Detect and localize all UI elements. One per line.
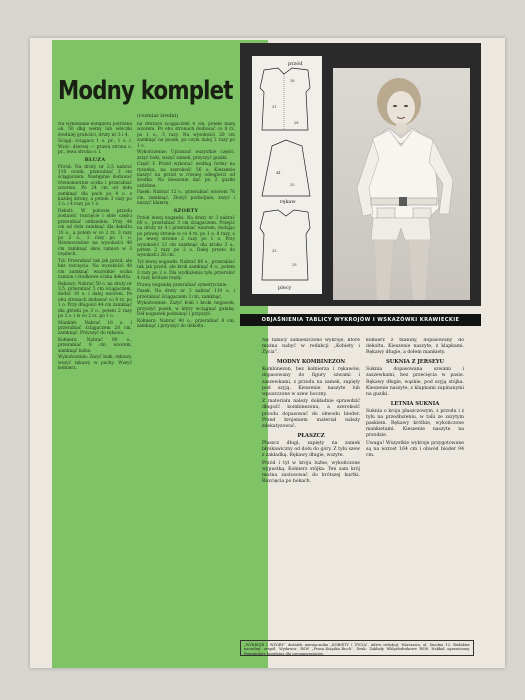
pattern-svg [252,56,322,294]
paragraph: Płaszcz długi, zapięty na zamek błyskawiczny od dołu do góry. Z tyłu szew z zakładką. Rękawy długie, wszyte. [262,440,360,459]
section-heading: SUKNIA Z JERSEYU [385,359,445,366]
paragraph: Pasek: Nabrać 12 o., przerabiać wzorem 76 cm, zamknąć. Złożyć podwójnie, zszyć i naszyć klamrę. [137,190,235,207]
svg-text:33: 33 [272,249,277,253]
model-photo [333,68,470,300]
section-heading: MODNY KOMBINEZON [276,359,346,366]
pattern-back [260,210,310,280]
paragraph: Wykończenie: Zszyć boki, rękawy, wszyć rękawy w pachy. Wszyć kołnierz. [58,355,132,372]
paragraph: Na wykonanie kompletu potrzeba ok. 50 dkg wełny lub włóczki średniej grubości, druty nr 3 i 4. [58,122,132,138]
paragraph: Pasek: Na druty nr 3 nabrać 110 o. i przerabiać ściągaczem 3 cm, zamknąć. [137,289,235,300]
section-heading: LETNIA SUKNIA [390,400,440,407]
instructions-column-2 [137,122,235,616]
svg-text:31: 31 [272,105,277,109]
section-heading: PŁASZCZ [297,432,325,439]
paragraph: Przód i tył w kroju luźne, wykończone wypustką. Kołnierz stójka. Ten sam krój można zastosować do krótszej kurtki. Rozcięcia po bokach. [262,460,360,484]
paragraph: Część I: Przód wykonać według formy na rysunku, na szerokość 56 o. Kieszenie naszyć na przód w równej odległości od środka. Na kieszenie dać po 2 guziki ozdobne. [137,162,235,189]
svg-text:28: 28 [294,121,299,125]
paragraph: Kołnierz: Nabrać 90 o., przerabiać 8 cm, zamknąć i przyszyć do dekoltu. [137,318,235,330]
publisher-footer: „WYKROJE I WZORY” dodatek miesięcznika „KOBIETY I ŻYCIA”. Adres redakcji: Warszawa, ul. Smolna 12. Redaktor naczelny: zespół. Wydawca: RSW „Prasa–Książka–Ruch”. Druk: Zakłady Wklęsłodrukowe RSW. Nakład ograniczony. Egzemplarz bezpłatny dla prenumeratorów. [240,640,474,656]
section-heading: SZORTY [173,207,199,214]
paragraph: Rękawy: Nabrać 50 o. na druty nr 3,5, przerabiać 5 cm ściągaczem, dodać 10 o. i dalej wzorem. Po obu stronach dodawać co 8 rz. po 1 o. Przy długości 44 cm zamknąć dla główki po 3 o., potem 2 razy po 2 o. i w co 2 rz. po 1 o. [58,281,132,320]
paragraph: Tył lewej nogawki: Nabrać 66 o., przerabiać tak jak przód, ale krok zamknąć 4 o., potem 3 razy po 2 o. Dla wydłużenia tyłu przerobić 4 razy krótsze rzędy. [137,260,235,282]
page-subtitle: (rozmiar średni) [137,113,179,119]
paragraph: kołnierz z tkaniny, dopasowany do dekoltu. Kieszenie naszyte, z klapkami. Rękawy długie, a dołem mankiety. [366,338,464,356]
paragraph: Kombinezon, bez kołnierza i rękawów, dopasowany do figury szwami i zaszewkami, z przodu na zamek, zapięty pod szyją. Kieszenie naszyte lub wpuszczone w szew boczny. [262,367,360,397]
paragraph: Suknia o kroju płaszczowym, z przodu i z tyłu na przedłużeniu, w talii ze zszytym paskiem. Rękawy krótkie, wykończone mankietami. Kieszenie naszyte na przodzie. [366,408,464,439]
svg-text:25: 25 [290,183,295,187]
paragraph: Wykończenie: Zszyć boki i kroki nogawek, przyszyć pasek, w który wciągnąć gumkę. Dół nogawek podwinąć i przyszyć. [137,301,235,318]
label-front: przód [288,61,303,67]
paragraph: Suknia dopasowana szwami i zaszewkami, bez przecięcia w pasie. Rękawy długie, wąskie, pod szyją stójka. Kieszenie naszyte, z klapkami zapinanymi na guziki. [366,367,464,397]
svg-text:44: 44 [276,171,281,175]
svg-text:29: 29 [292,263,297,267]
model-figure [333,68,470,300]
paragraph: Z materiału należy dokładnie sprawdzić długość kombinezonu, a szerokość przodu dopasować do obwodu bioder. Przed krojeniem materiał należy zdekatyzować. [262,399,360,429]
paragraph: Ściągi: ściągacz 1 o. pr., 1 o. l. Wzór: dżersej — prawa strona o. pr., lewa strona o. l. [58,139,132,156]
paragraph: Na tablicy zamieszczono wykroje, które można nabyć w redakcji „Kobiety i Życia”. [262,338,360,356]
pattern-sleeve [262,140,310,196]
pattern-drawings [252,56,322,294]
paragraph: na drutach ściągaczem 4 cm, potem dalej wzorem. Po obu stronach dodawać co 8 rz. po 1 o., 5 razy. Na wysokości 20 cm zamknąć na pasek, po czym dalej 3 razy po 1 o. [137,122,235,149]
section-heading: BLUZA [84,156,106,163]
paragraph: Tył: Przerabiać tak jak przód, ale bez rozcięcia. Na wysokości 48 cm zamknąć wszystkie oczka ramion i środkowe oczka dekoltu. [58,258,132,281]
paragraph: Kołnierz: Nabrać 90 o., przerabiać 8 cm wzorem, zamknąć luźno. [58,338,132,354]
page-title: Modny komplet [58,76,233,106]
section-header: OBJAŚNIENIA TABLICY WYKROJÓW I WSKAZÓWKI KRAWIECKIE [240,314,481,326]
pattern-front [260,68,310,130]
paragraph: Wykończenie: Upraszać wszystkie części, zszyć boki, wszyć zamek, przyszyć guziki. [137,150,235,161]
instructions-column-1 [58,122,132,616]
label-sleeve: rękaw [280,199,296,205]
paragraph: Mankiet: Nabrać 16 o. i przerabiać ściągaczem 20 cm, zamknąć. Przyszyć do rękawa. [58,320,132,337]
explanations-column-1 [262,338,360,638]
svg-text:16: 16 [290,79,295,83]
paragraph: Prawą nogawkę przerabiać symetrycznie. [137,282,228,288]
paragraph: Przód lewej nogawki: Na druty nr 3 nabrać 60 o., przerabiać 3 cm ściągaczem. Przejść na druty nr 4 i przerabiać wzorem, dodając po prawej stronie w co 4 rz. po 1 o. 8 razy, a po lewej stronie 2 razy po 1 o. Przy wysokości 12 cm zamknąć dla kroku 3 o., potem 2 razy po 2 o. Dalej prosto do wysokości 28 cm. [137,215,235,259]
label-back: plecy [278,285,292,291]
paragraph: Uwaga! Wszystkie wykroje przygotowane są na wzrost 164 cm i obwód bioder 94 cm. [366,440,464,459]
paragraph: Przód: Na druty nr 3,5 nabrać 110 oczek, przerabiać 3 cm ściągaczem. Następnie dodawać równomiernie oczka i przerabiać wzorem. Po 24 cm od dołu zamknąć dla pach po 4 o. z każdej strony, a potem 3 razy po 2 o. i 4 razy po 1 o. [58,164,132,208]
explanations-column-2 [366,338,464,638]
paragraph: Dekolt: W połowie przodu zostawić rozcięcie i obie części przerabiać oddzielnie. Przy 44 cm od dołu zamknąć dla dekoltu 10 o., a potem w co 2 rz. 3 razy po 2 o., 2 razy po 1 o. Równocześnie na wysokości 48 cm zamknąć skos ramion w 3 rzędach. [58,208,132,258]
